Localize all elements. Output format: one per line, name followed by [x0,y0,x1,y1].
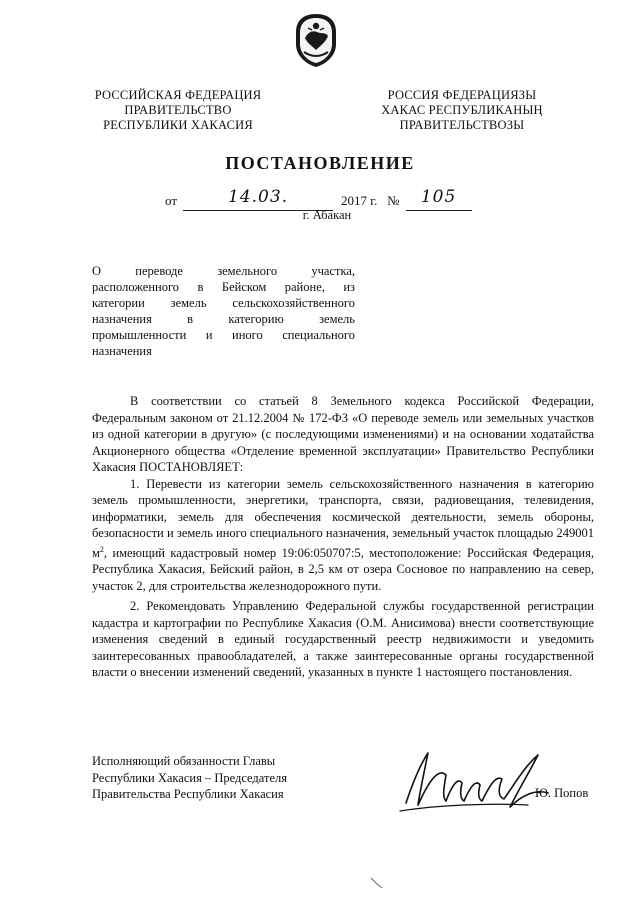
subject-line: О переводе земельного участка, [92,264,355,278]
number-label: № [387,193,400,208]
subject-line: назначения в категорию земель [92,312,355,326]
item-2-paragraph: 2. Рекомендовать Управлению Федеральной службы государственной регистрации кадастра и картографии по Республике Хакасия (О.М. Анисимова) внести соответствующие изменения сведений в единый государственный реестр недвижимости и уведомить заинтересованных правообладателей, а также заинтересованные органы государственной власти о внесении изменений сведений, указанных в пункте 1 настоящего постановления. [92,599,594,680]
intro-paragraph: В соответствии со статьей 8 Земельного кодекса Российской Федерации, Федеральным законом от 21.12.2004 № 172-ФЗ «О переводе земель или земельных участков из одной категории в другую» (с последующими изменениями) и на основании ходатайства Акционерного общества «Отделение временной эксплуатации» Правительство Республики Хакасия ПОСТАНОВЛЯЕТ: [92,394,594,474]
year-label: 2017 г. [341,193,378,208]
subject-line: расположенного в Бейском районе, из [92,280,355,294]
header-line: ХАКАС РЕСПУБЛИКАНЫҢ [381,103,543,117]
document-subject [92,263,355,359]
item-1-paragraph [92,476,594,595]
handwritten-number: 105 [420,187,457,207]
header-line: ПРАВИТЕЛЬСТВОЗЫ [399,118,525,132]
subject-line: категории земель сельскохозяйственного [92,296,355,310]
header-khakas [352,88,572,133]
subject-line: назначения [92,344,152,358]
item-1-text-cont: , имеющий кадастровый номер 19:06:050707:5, местоположение: Российская Федерация, Республика Хакасия, Бейский район, в 2,5 км от озера Сосновое по направлению на север, участок 2, для строительства железнодорожного пути. [92,545,594,593]
signatory-name: Ю. Попов [535,786,589,800]
position-line: Правительства Республики Хакасия [92,787,284,801]
position-line: Республики Хакасия – Председателя [92,770,288,785]
header-line: РЕСПУБЛИКИ ХАКАСИЯ [103,118,253,132]
item-1-text: 1. Перевести из категории земель сельскохозяйственного назначения в категорию земель промышленности, энергетики, транспорта, связи, радиовещания, телевидения, информатики, земель для обеспечения космической деятельности, земель обороны, безопасности и земель иного специального назначения, земельный участок площадью 249001 м [92,476,594,560]
document-title: ПОСТАНОВЛЕНИЕ [225,153,415,173]
handwritten-date: 14.03. [227,187,289,207]
coat-of-arms-emblem [286,10,346,70]
city-label: г. Абакан [302,208,352,222]
stray-mark [368,876,386,890]
square-superscript: 2 [99,544,104,554]
header-line: ПРАВИТЕЛЬСТВО [124,103,232,117]
signatory-position [92,753,287,803]
subject-line: промышленности и иного специального [92,328,355,342]
header-russian [78,88,278,133]
header-line: РОССИЙСКАЯ ФЕДЕРАЦИЯ [94,88,262,102]
from-label: от [165,193,178,208]
handwritten-signature [398,745,573,815]
header-line: РОССИЯ ФЕДЕРАЦИЯЗЫ [387,88,537,102]
document-body [92,393,594,681]
position-line: Исполняющий обязанности Главы [92,754,276,768]
